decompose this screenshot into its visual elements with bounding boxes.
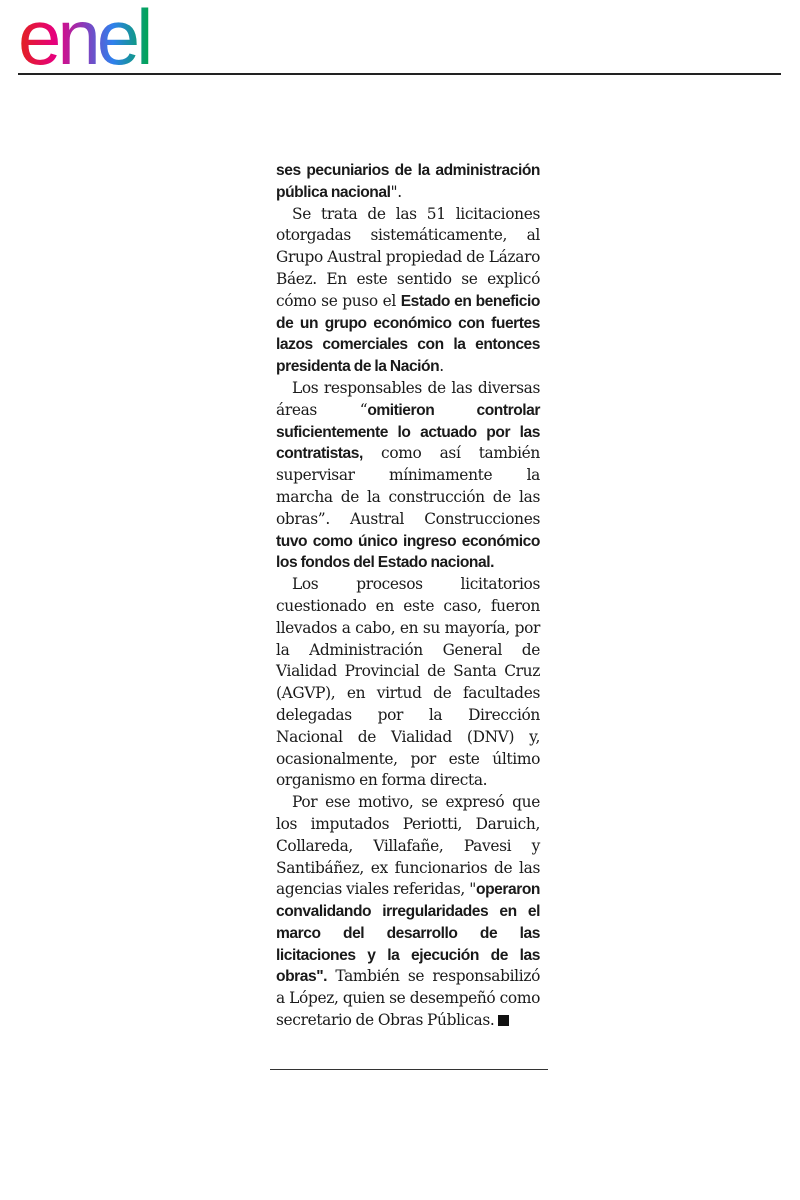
article-end-divider: [270, 1069, 548, 1070]
header-divider: [18, 73, 781, 75]
article-paragraph-4: Los procesos licitatorios cuestionado en este caso, fueron llevados a cabo, en su mayoría, por la Administración General de Vialidad Provincial de Santa Cruz (AGVP), en virtud de facultades delegadas por la Dirección Nacional de Vialidad (DNV) y, ocasionalmente, por este último organismo en forma directa.: [276, 575, 540, 790]
article-paragraph-2: Se trata de las 51 licitaciones otorgadas sistemáticamente, al Grupo Austral propiedad de Lázaro Báez. En este sentido se explicó cómo se puso el Estado en beneficio de un grupo económico con fuertes lazos comerciales con la entonces presidenta de la Nación.: [276, 204, 540, 376]
article-column: [276, 160, 540, 1032]
article-paragraph-3: Los responsables de las diversas áreas “omitieron controlar suficientemente lo actuado por las contratistas, como así también supervisar mínimamente la marcha de la construcción de las obras”. Austral Construcciones tuvo como único ingreso económico los fondos del Estado nacional.: [276, 378, 540, 572]
svg-text:enel: enel: [18, 4, 150, 70]
article-paragraph-1: ses pecuniarios de la administración pública nacional".: [276, 162, 540, 201]
enel-logo: [18, 4, 193, 70]
article-paragraph-5: Por ese motivo, se expresó que los imputados Periotti, Daruich, Collareda, Villafañe, Pavesi y Santibáñez, ex funcionarios de las agencias viales referidas, "operaron convalidando irregularidades en el marco del desarrollo de las licitaciones y la ejecución de las obras". También se responsabilizó a López, quien se desempeñó como secretario de Obras Públicas.: [276, 793, 540, 1030]
end-of-article-square-icon: [498, 1015, 509, 1026]
